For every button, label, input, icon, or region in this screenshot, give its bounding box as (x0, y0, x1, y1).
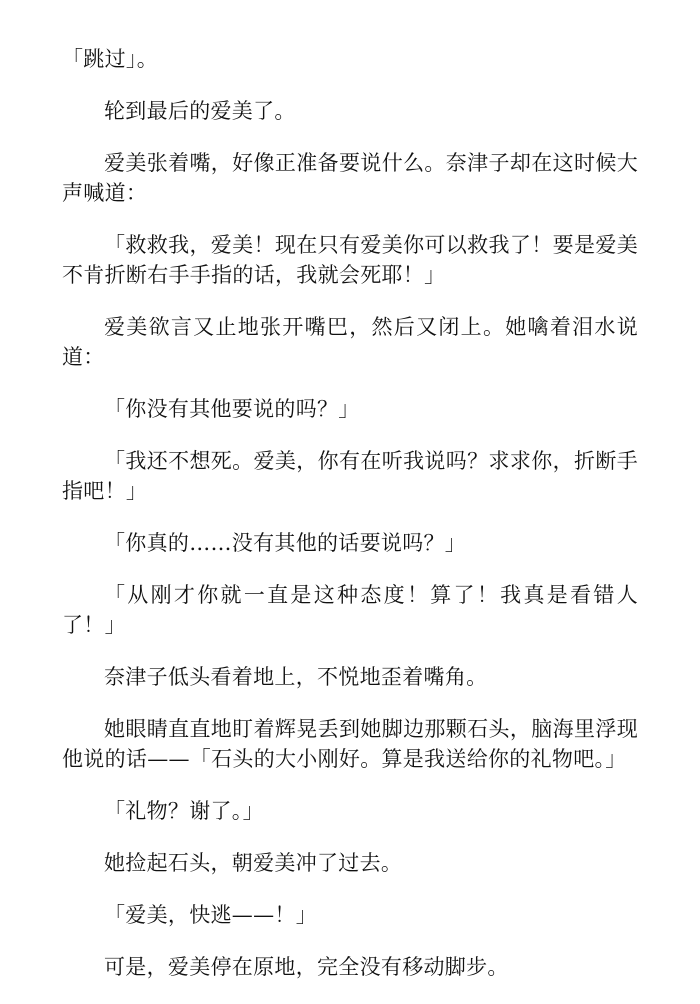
paragraph: 爱美张着嘴，好像正准备要说什么。奈津子却在这时候大声喊道： (62, 151, 638, 205)
paragraph: 「礼物？谢了。」 (104, 799, 264, 823)
paragraph: 「你真的……没有其他的话要说吗？」 (104, 531, 467, 555)
paragraph: 她捡起石头，朝爱美冲了过去。 (104, 851, 403, 875)
paragraph: 轮到最后的爱美了。 (104, 99, 296, 123)
paragraph: 「你没有其他要说的吗？」 (104, 397, 360, 421)
document-page (62, 44, 638, 1004)
paragraph: 「爱美，快逃——！」 (104, 903, 317, 927)
paragraph: 可是，爱美停在原地，完全没有移动脚步。 (104, 955, 509, 979)
paragraph: 她眼睛直直地盯着辉晃丢到她脚边那颗石头，脑海里浮现他说的话——「石头的大小刚好。算是我送给你的礼物吧。」 (62, 717, 638, 771)
paragraph: 奈津子低头看着地上，不悦地歪着嘴角。 (104, 665, 488, 689)
paragraph: 「跳过」。 (62, 47, 158, 71)
paragraph: 「从刚才你就一直是这种态度！算了！我真是看错人了！」 (62, 583, 638, 637)
paragraph: 爱美欲言又止地张开嘴巴，然后又闭上。她噙着泪水说道： (62, 315, 638, 369)
paragraph: 「我还不想死。爱美，你有在听我说吗？求求你，折断手指吧！」 (62, 449, 638, 503)
paragraph: 「救救我，爱美！现在只有爱美你可以救我了！要是爱美不肯折断右手手指的话，我就会死耶！」 (62, 233, 638, 287)
